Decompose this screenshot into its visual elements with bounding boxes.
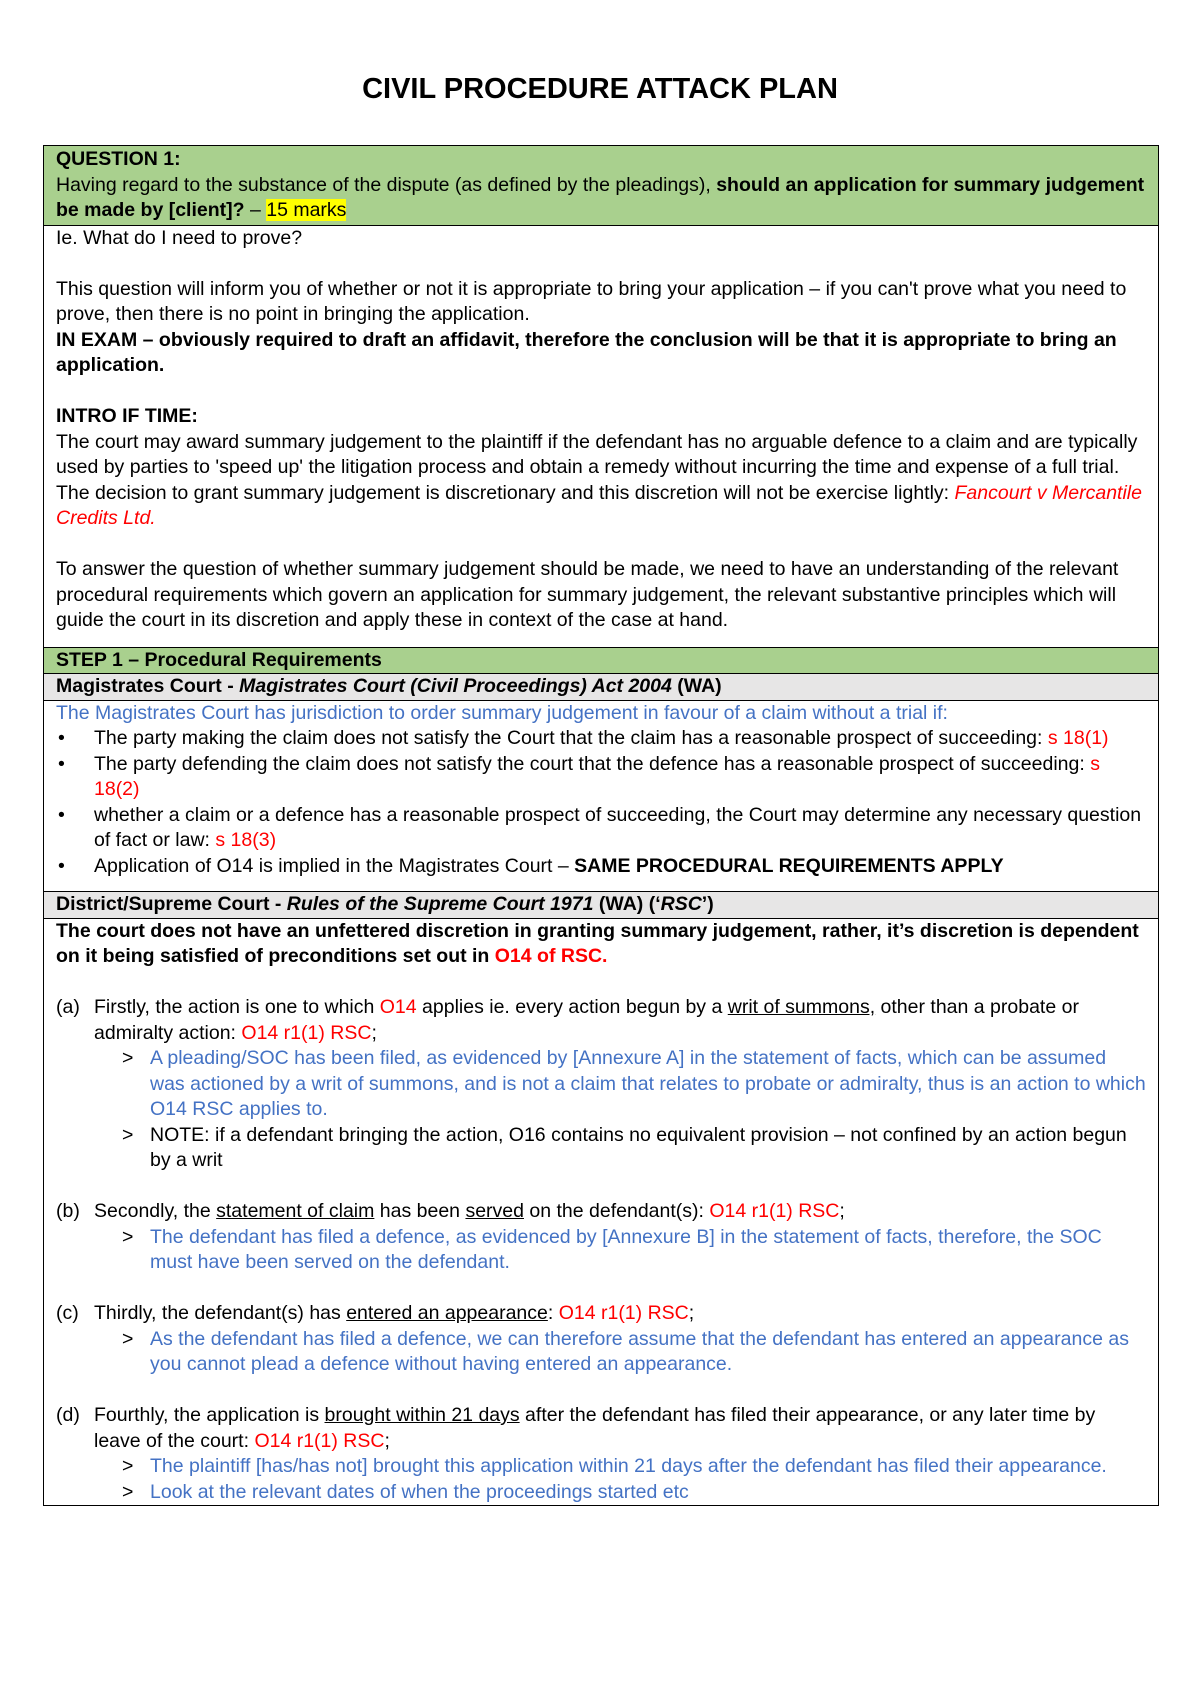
intro-section [44,225,1158,647]
intro-answer: To answer the question of whether summary judgement should be made, we need to have an understanding of the relevant procedural requirements which govern an application for summary judgement, the relevant substantive principles which will guide the court in its discretion and apply these in context of the case at hand. [56,558,1119,631]
requirement-b [56,1199,1146,1225]
arrow-icon: > [122,1047,134,1069]
question-1-header [44,146,1158,225]
arrow-icon: > [122,1480,134,1503]
question-1-dash: – [244,199,267,221]
district-heading-rsc: RSC [660,893,702,915]
intro-exam: IN EXAM – obviously required to draft an affidavit, therefore the conclusion will be that it is appropriate to bring an application. [56,328,1117,376]
req-a-u1: writ of summons, [727,996,876,1018]
arrow-icon: > [122,1225,134,1248]
magistrates-lead: The Magistrates Court has jurisdiction to order summary judgement in favour of a claim without a trial if: [56,701,948,724]
req-c-u1: entered an appearance [346,1302,548,1324]
req-d-t2: after the defendant has filed their appearance, or any later time by leave of the court: [94,1404,1096,1452]
question-1-marks: 15 marks [266,199,347,221]
district-heading-e: ’) [701,893,714,915]
req-d-r1: O14 r1(1) RSC [254,1429,385,1452]
arrow-icon: > [122,1327,134,1350]
magistrates-heading [44,673,1158,700]
intro-heading: INTRO IF TIME: [56,405,198,427]
intro-inform: This question will inform you of whether or not it is appropriate to bring your application – if you can't prove what you need to prove, then there is no point in bringing the application. [56,277,1127,325]
req-c-t3: ; [688,1302,695,1324]
district-lead-ref: O14 of RSC. [494,945,608,967]
req-d-t3: ; [384,1429,390,1452]
req-c-t2: : [547,1302,559,1324]
req-a-sub1-text: A pleading/SOC has been filed, as evidenced by [Annexure A] in the statement of facts, which can be assumed was actioned by a writ of summons, and is not a claim that relates to probate or admiralty, thus is an action to which O14 RSC applies to. [150,1047,1146,1120]
bullet-2-ref: s 18(2) [94,752,1100,800]
req-d-sub1-text: The plaintiff [has/has not] brought this application within 21 days after the defendant has filed their appearance. [150,1455,1107,1477]
requirement-a [56,995,1146,1046]
magistrates-bullet-2 [56,752,1146,803]
req-a-t2: applies ie. every action begun by a [416,996,728,1018]
magistrates-bullets [56,726,1146,879]
req-a-t4: ; [371,1021,377,1044]
district-heading [44,891,1158,918]
requirement-d-sub-1 [56,1454,1146,1480]
req-c-r1: O14 r1(1) RSC [558,1302,689,1324]
requirement-d-label: (d) [56,1404,80,1426]
requirement-d-sub-2 [56,1480,1146,1506]
requirement-d [56,1403,1146,1454]
question-1-text-bold: should an application for summary judgement be made by [client]? [56,173,1145,221]
requirement-c-sub-1 [56,1327,1146,1378]
magistrates-bullet-1 [56,726,1146,752]
magistrates-heading-act: Magistrates Court (Civil Proceedings) Act 2004 [239,675,672,697]
magistrates-bullet-3 [56,803,1146,854]
intro-court-case: Fancourt v Mercantile Credits Ltd. [56,481,1142,529]
req-b-t3: on the defendant(s): [523,1200,710,1222]
bullet-3-text: whether a claim or a defence has a reasonable prospect of succeeding, the Court may determine any necessary question of fact or law: [94,803,1142,851]
requirement-a-label: (a) [56,996,80,1018]
req-a-t1: Firstly, the action is one to which [94,996,380,1018]
requirement-a-sub-2 [56,1123,1146,1174]
arrow-icon: > [122,1455,134,1477]
bullet-3-ref: s 18(3) [215,829,277,851]
req-c-t1: Thirdly, the defendant(s) has [94,1302,347,1324]
requirement-c [56,1301,1146,1327]
district-heading-c: (WA) (‘ [593,893,661,915]
requirement-b-label: (b) [56,1200,80,1222]
step-1-heading: STEP 1 – Procedural Requirements [44,647,1158,674]
attack-plan-table [43,145,1159,1506]
req-b-r1: O14 r1(1) RSC [709,1200,840,1222]
question-1-heading: QUESTION 1: [56,148,181,170]
district-heading-rules: Rules of the Supreme Court 1971 [286,893,594,915]
intro-court-text [56,430,1146,532]
req-a-sub2-text: NOTE: if a defendant bringing the action, O16 contains no equivalent provision – not confined by an action begun by a writ [150,1123,1127,1171]
magistrates-heading-a: Magistrates Court - [56,675,240,697]
district-section [44,918,1158,1506]
req-d-sub2-text: Look at the relevant dates of when the proceedings started etc [150,1480,689,1503]
question-1-text [56,173,1146,224]
bullet-4-text: Application of O14 is implied in the Magistrates Court – [94,854,575,877]
bullet-4-bold: SAME PROCEDURAL REQUIREMENTS APPLY [574,854,1004,877]
bullet-2-text: The party defending the claim does not satisfy the court that the defence has a reasonable prospect of succeeding: [94,752,1091,775]
req-b-u1: statement of claim [216,1200,375,1222]
req-a-r2: O14 r1(1) RSC [241,1021,372,1044]
req-b-sub1-text: The defendant has filed a defence, as evidenced by [Annexure B] in the statement of facts, therefore, the SOC must have been served on the defendant. [150,1225,1102,1273]
req-b-t1: Secondly, the [94,1200,217,1222]
req-c-sub1-text: As the defendant has filed a defence, we can therefore assume that the defendant has entered an appearance as you cannot plead a defence without having entered an appearance. [150,1327,1129,1375]
intro-ie: Ie. What do I need to prove? [56,226,303,249]
req-a-r1: O14 [379,996,417,1018]
req-b-u2: served [465,1200,524,1222]
magistrates-section [44,700,1158,892]
requirement-a-sub-1 [56,1046,1146,1123]
bullet-1-text: The party making the claim does not satisfy the Court that the claim has a reasonable prospect of succeeding: [94,727,1048,749]
req-a-t3: other than a probate or admiralty action: [94,996,1079,1044]
bullet-1-ref: s 18(1) [1047,727,1109,749]
req-b-t2: has been [374,1200,466,1222]
requirement-c-label: (c) [56,1302,79,1324]
arrow-icon: > [122,1123,134,1146]
req-d-u1: brought within 21 days [324,1404,520,1426]
magistrates-heading-c: (WA) [671,675,722,697]
district-heading-a: District/Supreme Court - [56,893,287,915]
district-lead-text: The court does not have an unfettered discretion in granting summary judgement, rather, it’s discretion is dependent on it being satisfied of preconditions set out in [56,919,1139,967]
req-d-t1: Fourthly, the application is [94,1404,325,1426]
requirement-b-sub-1 [56,1225,1146,1276]
page-title: CIVIL PROCEDURE ATTACK PLAN [362,73,838,105]
intro-court-body: The court may award summary judgement to the plaintiff if the defendant has no arguable defence to a claim and are typically used by parties to 'speed up' the litigation process and obtain a remedy without incurring the time and expense of a full trial. The decision to grant summary judgement is discretionary and this discretion will not be exercise lightly: [56,430,1138,504]
district-lead [56,919,1146,970]
question-1-text-a: Having regard to the substance of the dispute (as defined by the pleadings), [56,173,717,196]
magistrates-bullet-4 [56,854,1146,880]
req-b-t4: ; [839,1200,845,1222]
